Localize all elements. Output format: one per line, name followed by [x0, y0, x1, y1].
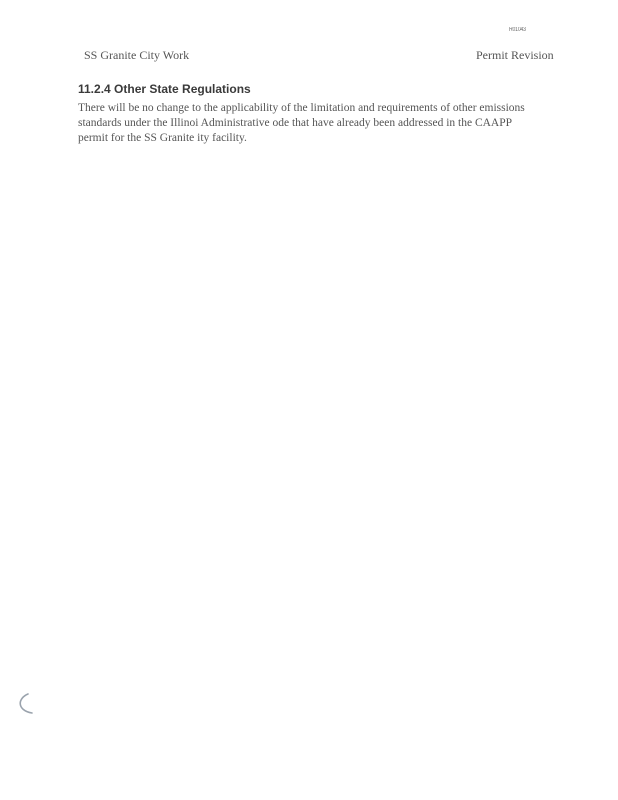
paragraph-line: permit for the SS Granite ity facility. — [78, 132, 247, 144]
section-heading: 11.2.4 Other State Regulations — [78, 82, 251, 96]
body-paragraph — [78, 101, 548, 146]
scan-artifact-arc — [14, 692, 36, 716]
paragraph-line: There will be no change to the applicability of the limitation and requirements of other emissions — [78, 102, 525, 114]
paragraph-line: standards under the Illinoi Administrative ode that have already been addressed in the CAAPP — [78, 117, 513, 129]
header-document-title: Permit Revision — [476, 48, 554, 62]
page-number: R01043 — [509, 27, 526, 33]
header-facility-name: SS Granite City Work — [84, 48, 190, 62]
